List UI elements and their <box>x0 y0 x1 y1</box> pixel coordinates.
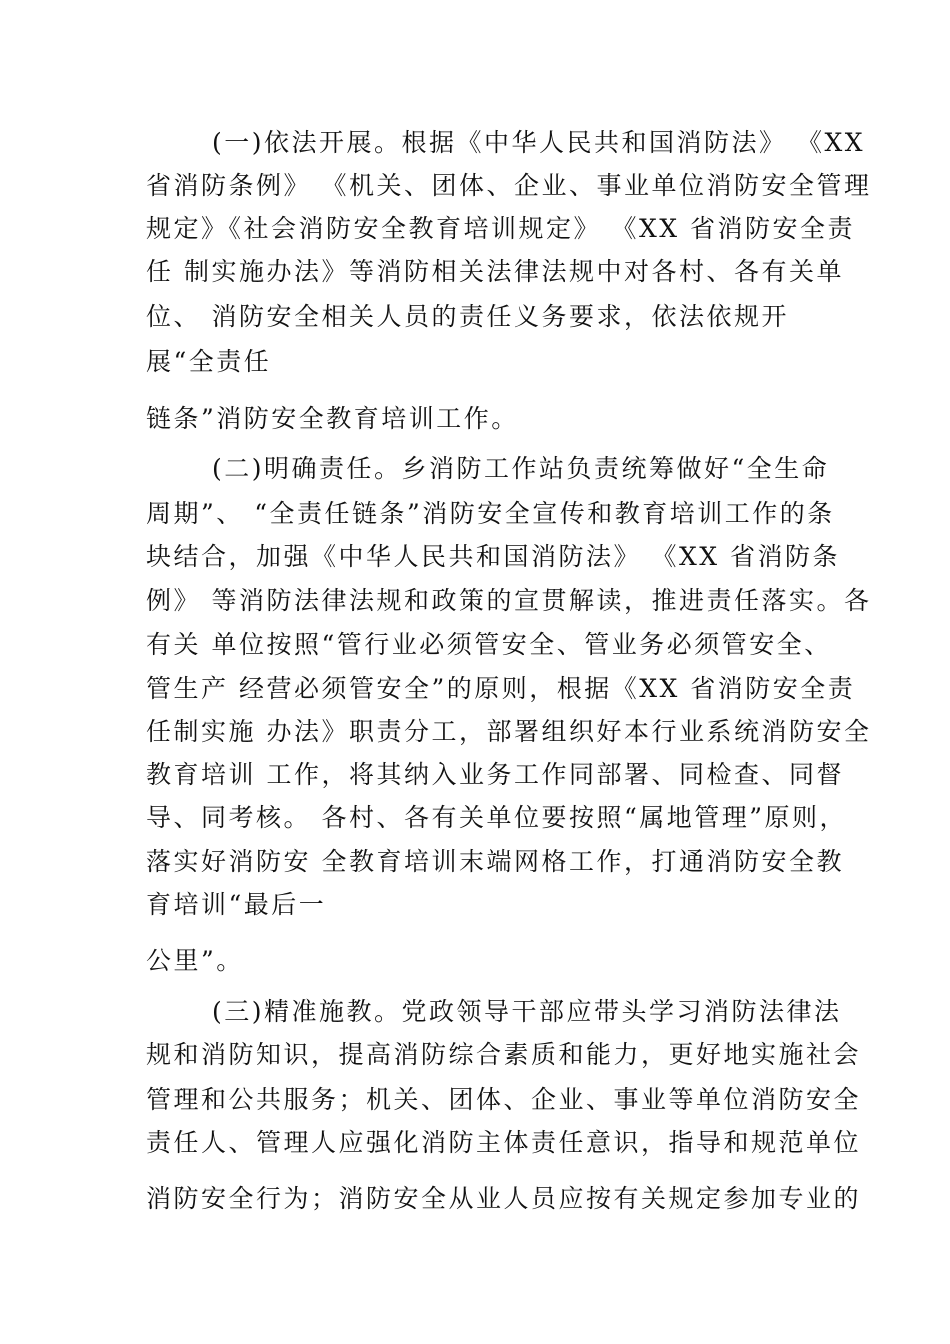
text-line: 落实好消防安 全教育培训末端网格工作，打通消防安全教 <box>146 847 844 876</box>
text-line: 链条”消防安全教育培训工作。 <box>146 404 519 433</box>
text-line: 有关 单位按照“管行业必须管安全、管业务必须管安全、 <box>146 630 832 659</box>
text-line: 教育培训 工作，将其纳入业务工作同部署、同检查、同督 <box>146 760 844 789</box>
text-line: (三)精准施教。党政领导干部应带头学习消防法律法 <box>212 997 842 1026</box>
text-line: 位、 消防安全相关人员的责任义务要求，依法依规开 <box>146 302 789 331</box>
text-line: 省消防条例》 《机关、团体、企业、事业单位消防安全管理 <box>146 171 872 200</box>
text-line: 管生产 经营必须管安全”的原则，根据《XX 省消防安全责 <box>146 674 856 703</box>
text-line: 导、同考核。 各村、各有关单位要按照“属地管理”原则， <box>146 803 848 832</box>
text-line: 责任人、管理人应强化消防主体责任意识，指导和规范单位 <box>146 1128 862 1157</box>
text-line: (二)明确责任。乡消防工作站负责统筹做好“全生命 <box>212 454 830 483</box>
text-line: (一)依法开展。根据《中华人民共和国消防法》 《XX <box>212 128 866 157</box>
text-line: 任 制实施办法》等消防相关法律法规中对各村、各有关单 <box>146 257 844 286</box>
text-line: 规和消防知识，提高消防综合素质和能力，更好地实施社会 <box>146 1040 862 1069</box>
text-line: 公里”。 <box>146 946 244 975</box>
text-line: 任制实施 办法》职责分工，部署组织好本行业系统消防安全 <box>146 717 872 746</box>
text-line: 规定》《社会消防安全教育培训规定》 《XX 省消防安全责 <box>146 214 855 243</box>
text-line: 消防安全行为；消防安全从业人员应按有关规定参加专业的 <box>146 1184 862 1213</box>
text-line: 管理和公共服务；机关、团体、企业、事业等单位消防安全 <box>146 1085 862 1114</box>
text-line: 育培训“最后一 <box>146 890 327 919</box>
text-line: 周期”、 “全责任链条”消防安全宣传和教育培训工作的条 <box>146 499 835 528</box>
text-line: 例》 等消防法律法规和政策的宣贯解读，推进责任落实。各 <box>146 586 872 615</box>
text-line: 块结合，加强《中华人民共和国消防法》 《XX 省消防条 <box>146 542 840 571</box>
text-line: 展“全责任 <box>146 347 272 376</box>
